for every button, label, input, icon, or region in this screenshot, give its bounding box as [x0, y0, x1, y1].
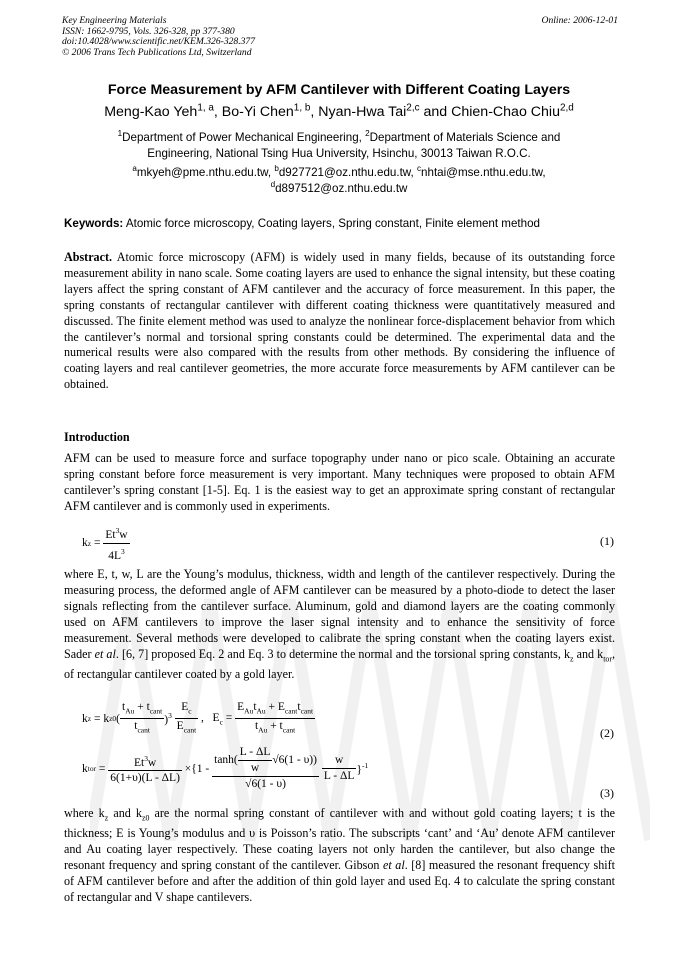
author-name: Nyan-Hwa Tai — [318, 104, 407, 120]
email-c[interactable]: nhtai@mse.nthu.edu.tw, — [421, 166, 546, 179]
equation-2: k z = k z0 ( $\frac{t_{Au} + t_{cant}}{t_{cant}}$ )$^3$ $\frac{E_c}{E_{cant}}$ , $E_c$ = $\frac{E_{Au}t_{Au} + E_{cant}t_{cant}}{t_{Au} + t_{cant}}$ — [82, 701, 314, 735]
email-sup: b — [274, 164, 279, 174]
intro-paragraph-3 — [64, 806, 615, 906]
p3-text: . [8] measured the resonant frequency shift of AFM cantilever before and after the addition of thin gold layer and used Eq. 4 to calculate the spring constant of rectangular and V shape cantilevers. — [64, 858, 616, 904]
intro-paragraph-2 — [64, 567, 615, 683]
email-b[interactable]: d927721@oz.nthu.edu.tw, — [278, 166, 417, 179]
author-name: Bo-Yi Chen — [221, 104, 294, 120]
online-date: Online: 2006-12-01 — [541, 15, 618, 26]
equation-1-number: (1) — [600, 534, 614, 548]
aff-dept2: Department of Materials Science and — [369, 131, 561, 144]
email-a[interactable]: mkyeh@pme.nthu.edu.tw, — [136, 166, 275, 179]
author-name: Meng-Kao Yeh — [104, 104, 198, 120]
p2-sub: z — [570, 653, 574, 663]
intro-paragraph-1: AFM can be used to measure force and surface topography under nano or pico scale. Obtaining an accurate spring constant before force measurement is very important. Many techniques were proposed to obtain AFM cantilever’s spring constant [1-5]. Eq. 1 is the easiest way to get an approximate spring constant of rectangular AFM cantilever and is commonly used in experiments. — [64, 451, 615, 513]
equation-2-number: (2) — [600, 726, 614, 740]
author-and: and — [423, 104, 448, 120]
affiliations — [0, 130, 678, 161]
abstract — [64, 250, 615, 393]
p3-etal: et al — [383, 858, 405, 873]
aff-sup: 2 — [365, 129, 370, 139]
keywords — [64, 217, 624, 230]
p3-text: are the normal spring constant of cantilever with and without gold coating layers; t is the thickness; E is Young’s modulus and υ is Poisson’s ratio. The subscripts ‘cant’ and ‘Au’ denote AFM cantilever and Au coating layer respectively. These coating layers not only harden the cantilever, but also change the resonant frequency and spring constant of the cantilever. Gibson — [64, 806, 615, 873]
aff-line2: Engineering, National Tsing Hua University, Hsinchu, 30013 Taiwan R.O.C. — [147, 146, 531, 160]
p2-text: where E, t, w, L are the Young’s modulus, thickness, width and length of the cantilever respectively. During the measuring process, the deformed angle of AFM cantilever can be measured by a photo-diode to detect the laser signals reflecting from the cantilever surface. Aluminum, gold and diamond layers are the coating commonly used on AFM cantilevers to improve the laser signal intensity and to enhance the sensitivity of force measurement. Several methods were developed to calibrate the spring constant when the coating layers exist. Sader — [64, 567, 615, 661]
issn-line: ISSN: 1662-9795, Vols. 326-328, pp 377-380 — [62, 25, 235, 37]
author-sup: 1, b — [293, 102, 311, 114]
section-heading-introduction: Introduction — [64, 430, 130, 444]
author-name: Chien-Chao Chiu — [451, 104, 560, 120]
p3-text: where k — [64, 806, 105, 820]
p3-sub: z0 — [141, 813, 150, 823]
p2-sub: tor — [603, 653, 612, 663]
email-sup: c — [416, 164, 422, 174]
copyright-line: © 2006 Trans Tech Publications Ltd, Switzerland — [62, 46, 252, 58]
author-sup: 1, a — [197, 102, 214, 114]
author-list: Meng-Kao Yeh$^{1, a}$, Bo-Yi Chen$^{1, b}$, Nyan-Hwa Tai$^{2,c}$ and Chien-Chao Chiu$^{2,d}$ — [104, 102, 574, 120]
aff-dept1: Department of Power Mechanical Engineering, — [122, 131, 366, 144]
abstract-label: Abstract. — [64, 250, 113, 264]
keywords-label: Keywords: — [64, 217, 124, 230]
author-emails — [0, 165, 678, 196]
p2-text: , of rectangular cantilever coated by a gold layer. — [64, 646, 615, 681]
p3-text: and k — [108, 806, 142, 820]
email-d[interactable]: d897512@oz.nthu.edu.tw — [275, 181, 408, 195]
equation-1: k z = $\frac{Et^3w}{4L^3}$ — [82, 523, 130, 564]
p2-text: . [6, 7] proposed Eq. 2 and Eq. 3 to determine the normal and the torsional spring constants, k — [115, 646, 571, 661]
p2-text: and k — [573, 646, 604, 661]
p2-etal: et al — [94, 646, 116, 661]
email-sup: d — [270, 179, 276, 189]
keywords-text: Atomic force microscopy, Coating layers, Spring constant, Finite element method — [123, 217, 540, 230]
email-sup: a — [132, 164, 137, 174]
abstract-text: Atomic force microscopy (AFM) is widely used in many fields, because of its outstanding force measurement ability in nano scale. Some coating layers are used to enhance the signal intensity, but these coating layers affect the spring constant of AFM cantilever and the accuracy of force measurement. In this paper, the spring constants of rectangular cantilever with different coating thickness were quantitatively measured and discussed. The finite element method was used to analyze the nonlinear force-displacement behavior from which the cantilever’s normal and torsional spring constants could be determined. The experimental data and the numerical results were also compared with the results from other methods. By considering the influence of coating layers and real cantilever geometries, the more accurate force measurements by AFM cantilever can be obtained. — [64, 250, 615, 392]
equation-3: k tor = $\frac{Et^3w}{6(1+\upsilon)(L - \Delta L)}$ ×{1 - tanh( $\frac{L - \Delta L}{w}$ √6(1 - υ)) √6(1 - υ) $\frac{w}{L - \Delta L}$ }$^{-1}$ — [82, 746, 369, 790]
author-sup: 2,d — [559, 102, 574, 114]
equation-3-number: (3) — [600, 786, 614, 800]
aff-sup: 1 — [117, 129, 123, 139]
p3-sub: z — [104, 813, 109, 823]
journal-name: Key Engineering Materials — [62, 15, 167, 26]
author-sup: 2,c — [406, 102, 420, 114]
doi-line: doi:10.4028/www.scientific.net/KEM.326-328.377 — [62, 36, 256, 48]
journal-header — [62, 16, 618, 58]
paper-title: Force Measurement by AFM Cantilever with Different Coating Layers — [107, 82, 571, 98]
